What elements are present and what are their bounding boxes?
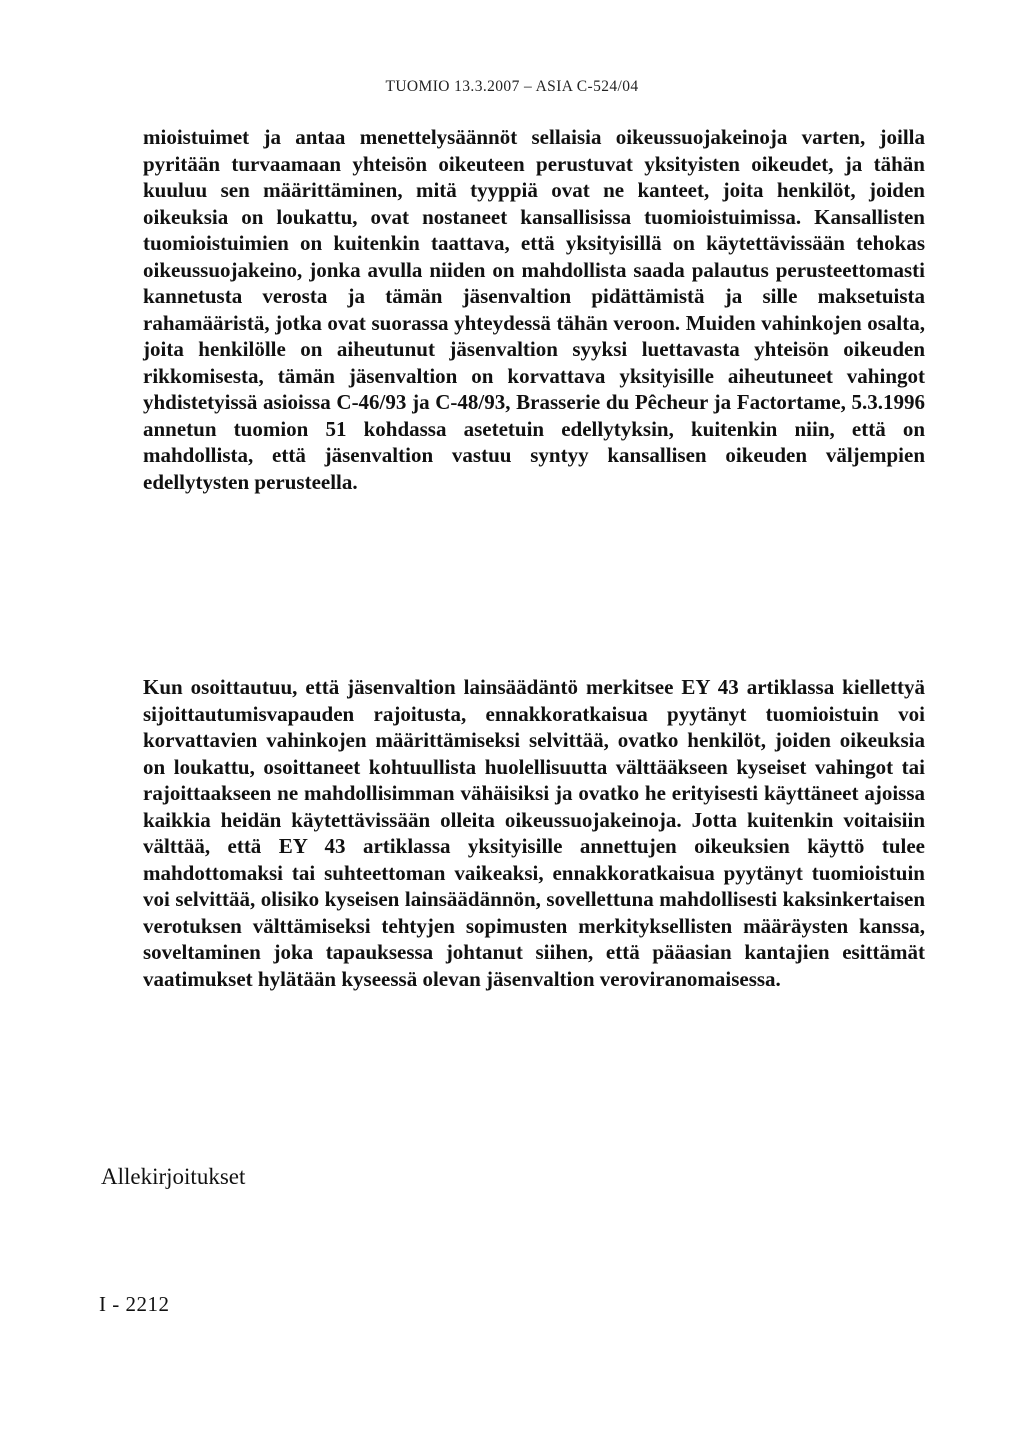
body-paragraph-2: Kun osoittautuu, että jäsenvaltion lainsäädäntö merkitsee EY 43 artiklassa kiellettyä sijoittautumisvapauden rajoitusta, ennakkoratkaisua pyytänyt tuomioistuin voi korvattavien vahinkojen määrittämiseksi selvittää, ovatko henkilöt, joiden oikeuksia on loukattu, osoittaneet kohtuullista huolellisuutta välttääkseen kyseiset vahingot tai rajoittaakseen ne mahdollisimman vähäisiksi ja ovatko he erityisesti käyttäneet ajoissa kaikkia heidän käytettävissään olleita oikeussuojakeinoja. Jotta kuitenkin voitaisiin välttää, että EY 43 artiklassa yksityisille annettujen oikeuksien käyttö tulee mahdottomaksi tai suhteettoman vaikeaksi, ennakkoratkaisua pyytänyt tuomioistuin voi selvittää, olisiko kyseisen lainsäädännön, sovellettuna mahdollisesti kaksinkertaisen verotuksen välttämiseksi tehtyjen sopimusten merkityksellisten määräysten kanssa, soveltaminen joka tapauksessa johtanut siihen, että pääasian kantajien esittämät vaatimukset hylätään kyseessä olevan jäsenvaltion veroviranomaisessa. (143, 675, 925, 991)
running-head: TUOMIO 13.3.2007 – ASIA C-524/04 (385, 78, 639, 95)
signatures-label: Allekirjoitukset (101, 1164, 246, 1189)
page-number: I - 2212 (99, 1292, 170, 1316)
body-paragraph-1: mioistuimet ja antaa menettelysäännöt sellaisia oikeussuojakeinoja varten, joilla pyritään turvaamaan yhteisön oikeuteen perustuvat yksityisten oikeudet, ja tähän kuuluu sen määrittäminen, mitä tyyppiä ovat ne kanteet, joita henkilöt, joiden oikeuksia on loukattu, ovat nostaneet kansallisissa tuomioistuimissa. Kansallisten tuomioistuimien on kuitenkin taattava, että yksityisillä on käytettävissään tehokas oikeussuojakeino, jonka avulla niiden on mahdollista saada palautus perusteettomasti kannetusta verosta ja tämän jäsenvaltion pidättämistä ja sille maksetuista rahamääristä, jotka ovat suorassa yhteydessä tähän veroon. Muiden vahinkojen osalta, joita henkilölle on aiheutunut jäsenvaltion syyksi luettavasta yhteisön oikeuden rikkomisesta, tämän jäsenvaltion on korvattava yksityisille aiheutuneet vahingot yhdistetyissä asioissa C-46/93 ja C-48/93, Brasserie du Pêcheur ja Factortame, 5.3.1996 annetun tuomion 51 kohdassa asetetuin edellytyksin, kuitenkin niin, että on mahdollista, että jäsenvaltion vastuu syntyy kansallisen oikeuden väljempien edellytysten perusteella. (143, 125, 925, 494)
